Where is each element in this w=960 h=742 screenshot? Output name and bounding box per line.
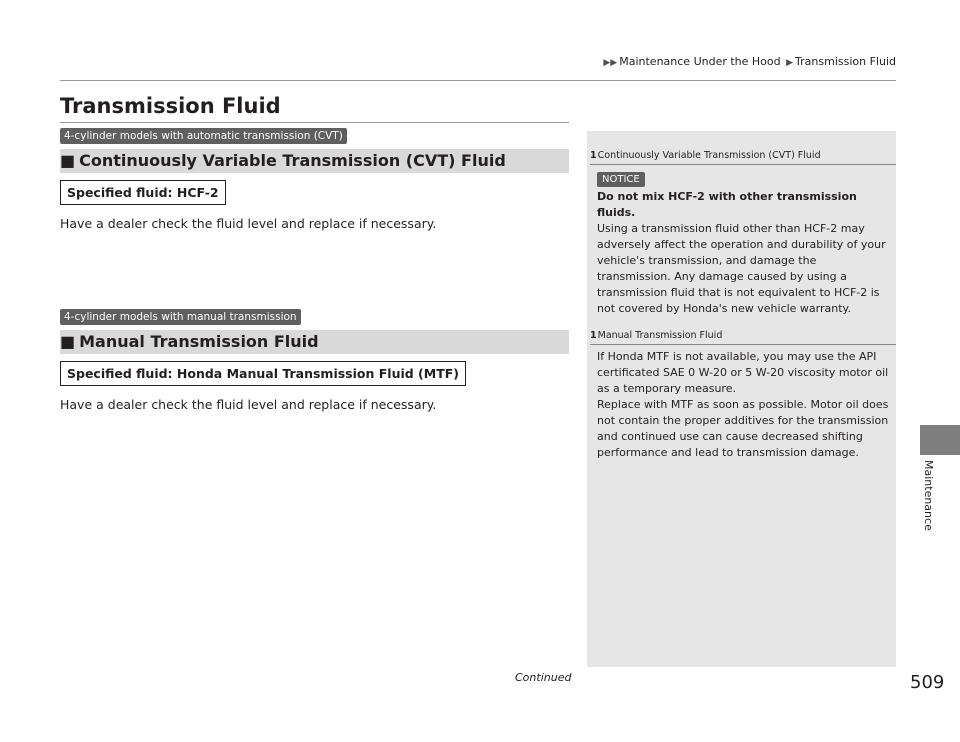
specified-fluid-box-manual: Specified fluid: Honda Manual Transmission Fluid (MTF): [60, 361, 466, 386]
title-divider: [60, 122, 569, 123]
side-note-divider: [590, 164, 896, 165]
side-note-text-cvt: Using a transmission fluid other than HCF-2 may adversely affect the operation and durability of your vehicle's transmission, and damage the transmission. Any damage caused by using a transmission fluid that is not equivalent to HCF-2 is not covered by Honda's new vehicle warranty.: [597, 222, 886, 315]
notice-badge: NOTICE: [597, 172, 645, 187]
continued-label: Continued: [515, 671, 572, 684]
model-tag-manual: 4-cylinder models with manual transmission: [60, 309, 301, 325]
side-note-heading-cvt: [590, 150, 821, 161]
section-body-manual: Have a dealer check the fluid level and replace if necessary.: [60, 397, 437, 412]
side-note-body-manual: [597, 349, 889, 461]
section-heading-cvt: [60, 151, 506, 170]
breadcrumb-item-maintenance-under-hood: Maintenance Under the Hood: [619, 55, 781, 68]
square-bullet-icon: ■: [60, 151, 76, 170]
side-note-heading-cvt-text: Continuously Variable Transmission (CVT) Fluid: [597, 150, 821, 161]
side-note-text-manual-2: Replace with MTF as soon as possible. Motor oil does not contain the proper additives for the transmission and continued use can cause decreased shifting performance and lead to transmission damage.: [597, 398, 889, 459]
chapter-tab-label: Maintenance: [922, 460, 935, 531]
side-note-marker: 1: [590, 150, 597, 161]
side-note-warning: Do not mix HCF-2 with other transmission fluids.: [597, 190, 857, 219]
side-note-heading-manual-text: Manual Transmission Fluid: [597, 330, 723, 341]
page-number: 509: [910, 672, 945, 693]
page-title: Transmission Fluid: [60, 94, 281, 118]
section-heading-manual-text: Manual Transmission Fluid: [79, 332, 319, 351]
side-note-marker: 1: [590, 330, 597, 341]
side-note-body-cvt: [597, 189, 889, 317]
side-note-text-manual-1: If Honda MTF is not available, you may use the API certificated SAE 0 W-20 or 5 W-20 viscosity motor oil as a temporary measure.: [597, 350, 889, 395]
section-body-cvt: Have a dealer check the fluid level and replace if necessary.: [60, 216, 437, 231]
model-tag-cvt: 4-cylinder models with automatic transmission (CVT): [60, 128, 347, 144]
side-note-divider: [590, 344, 896, 345]
section-heading-manual: [60, 332, 319, 351]
breadcrumb-item-transmission-fluid: Transmission Fluid: [795, 55, 896, 68]
square-bullet-icon: ■: [60, 332, 76, 351]
chapter-tab-marker: [920, 425, 960, 455]
section-heading-cvt-text: Continuously Variable Transmission (CVT) Fluid: [79, 151, 506, 170]
specified-fluid-box-cvt: Specified fluid: HCF-2: [60, 180, 226, 205]
breadcrumb: [601, 55, 896, 68]
header-divider: [60, 80, 896, 81]
breadcrumb-arrow-icon: ▶▶: [603, 58, 618, 68]
side-note-heading-manual: [590, 330, 722, 341]
breadcrumb-arrow-icon: ▶: [786, 58, 794, 68]
